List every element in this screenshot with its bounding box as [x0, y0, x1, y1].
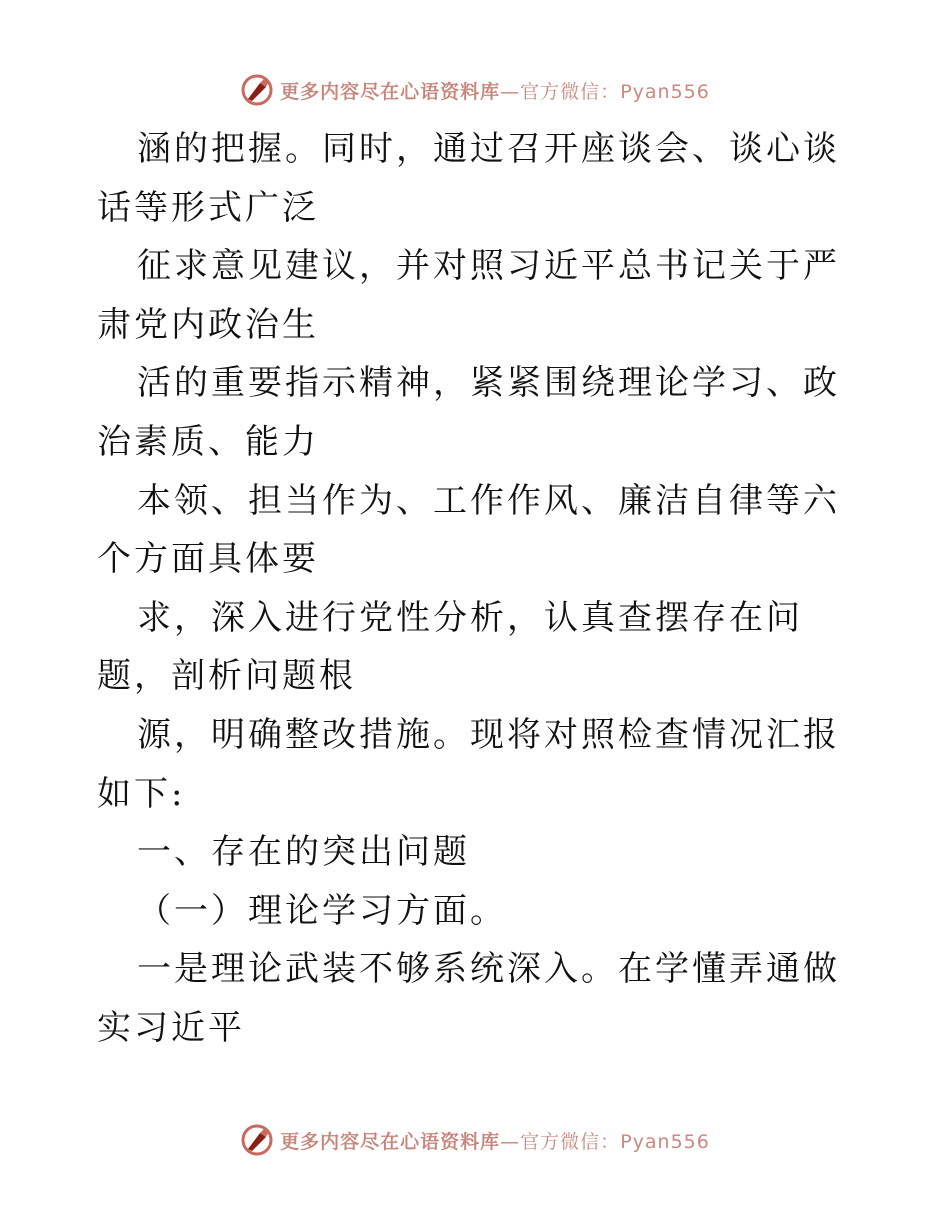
paragraph-6: 源，明确整改措施。现将对照检查情况汇报如下: — [97, 714, 840, 814]
paragraph-5: 求，深入进行党性分析，认真查摆存在问题，剖析问题根 — [97, 597, 803, 697]
banner-wechat-label: 官方微信： — [520, 80, 621, 103]
paragraph-4: 本领、担当作为、工作作风、廉洁自律等六个方面具体要 — [97, 480, 840, 580]
section-heading: 一、存在的突出问题 — [137, 832, 470, 873]
header-watermark-banner — [0, 70, 950, 110]
banner-site-text: 更多内容尽在心语资料库 — [280, 80, 501, 103]
pen-nib-circle-icon — [240, 73, 274, 107]
pen-nib-circle-icon — [240, 1123, 274, 1157]
document-body — [97, 120, 857, 1058]
paragraph-7: 一是理论武装不够系统深入。在学懂弄通做实习近平 — [97, 949, 840, 1048]
banner-separator: — — [500, 80, 521, 103]
banner-wechat-label: 官方微信： — [520, 1130, 621, 1153]
banner-account: Pyan556 — [620, 1130, 710, 1153]
footer-watermark-banner — [0, 1120, 950, 1160]
subsection-heading: （一）理论学习方面。 — [137, 890, 507, 931]
banner-account: Pyan556 — [620, 80, 710, 103]
banner-site-text: 更多内容尽在心语资料库 — [280, 1130, 501, 1153]
paragraph-3: 活的重要指示精神，紧紧围绕理论学习、政治素质、能力 — [97, 363, 840, 462]
paragraph-2: 征求意见建议，并对照习近平总书记关于严肃党内政治生 — [97, 246, 840, 345]
paragraph-1: 涵的把握。同时，通过召开座谈会、谈心谈话等形式广泛 — [97, 129, 840, 228]
banner-separator: — — [500, 1130, 521, 1153]
